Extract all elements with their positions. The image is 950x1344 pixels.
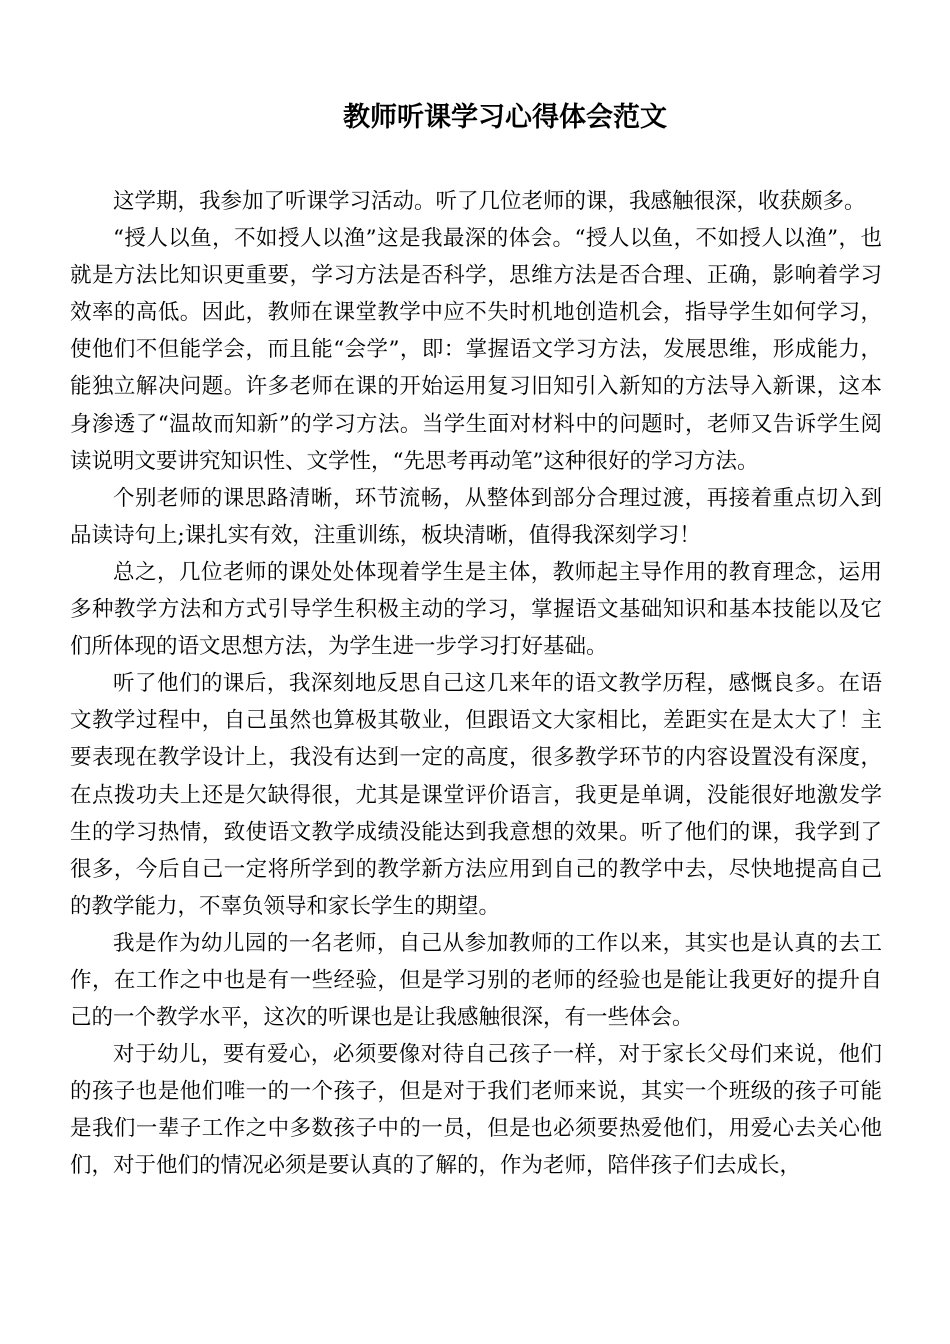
document-title: 教师听课学习心得体会范文 — [343, 102, 667, 133]
paragraph: 听了他们的课后，我深刻地反思自己这几来年的语文教学历程，感慨良多。在语文教学过程中，自己虽然也算极其敬业，但跟语文大家相比，差距实在是太大了！主要表现在教学设计上，我没有达到一定的高度，很多教学环节的内容设置没有深度，在点拨功夫上还是欠缺得很，尤其是课堂评价语言，我更是单调，没能很好地激发学生的学习热情，致使语文教学成绩没能达到我意想的效果。听了他们的课，我学到了很多，今后自己一定将所学到的教学新方法应用到自己的教学中去，尽快地提高自己的教学能力，不辜负领导和家长学生的期望。 — [70, 671, 882, 919]
paragraph: 这学期，我参加了听课学习活动。听了几位老师的课，我感触很深，收获颇多。 — [113, 189, 866, 214]
document-body — [70, 183, 882, 1185]
paragraph: 总之，几位老师的课处处体现着学生是主体，教师起主导作用的教育理念，运用多种教学方法和方式引导学生积极主动的学习，掌握语文基础知识和基本技能以及它们所体现的语文思想方法，为学生进一步学习打好基础。 — [70, 559, 882, 660]
paragraph: 我是作为幼儿园的一名老师，自己从参加教师的工作以来，其实也是认真的去工作，在工作之中也是有一些经验，但是学习别的老师的经验也是能让我更好的提升自己的一个教学水平，这次的听课也是让我感触很深，有一些体会。 — [70, 930, 882, 1031]
paragraph: “授人以鱼，不如授人以渔”这是我最深的体会。“授人以鱼，不如授人以渔”，也就是方法比知识更重要，学习方法是否科学，思维方法是否合理、正确，影响着学习效率的高低。因此，教师在课堂教学中应不失时机地创造机会，指导学生如何学习，使他们不但能学会，而且能“会学”，即：掌握语文学习方法，发展思维，形成能力，能独立解决问题。许多老师在课的开始运用复习旧知引入新知的方法导入新课，这本身渗透了“温故而知新”的学习方法。当学生面对材料中的问题时，老师又告诉学生阅读说明文要讲究知识性、文学性，“先思考再动笔”这种很好的学习方法。 — [70, 226, 882, 474]
paragraph: 个别老师的课思路清晰，环节流畅，从整体到部分合理过渡，再接着重点切入到品读诗句上;课扎实有效，注重训练，板块清晰，值得我深刻学习！ — [70, 485, 882, 548]
paragraph: 对于幼儿，要有爱心，必须要像对待自己孩子一样，对于家长父母们来说，他们的孩子也是他们唯一的一个孩子，但是对于我们老师来说，其实一个班级的孩子可能是我们一辈子工作之中多数孩子中的一员，但是也必须要热爱他们，用爱心去关心他们，对于他们的情况必须是要认真的了解的，作为老师，陪伴孩子们去成长， — [70, 1042, 882, 1179]
